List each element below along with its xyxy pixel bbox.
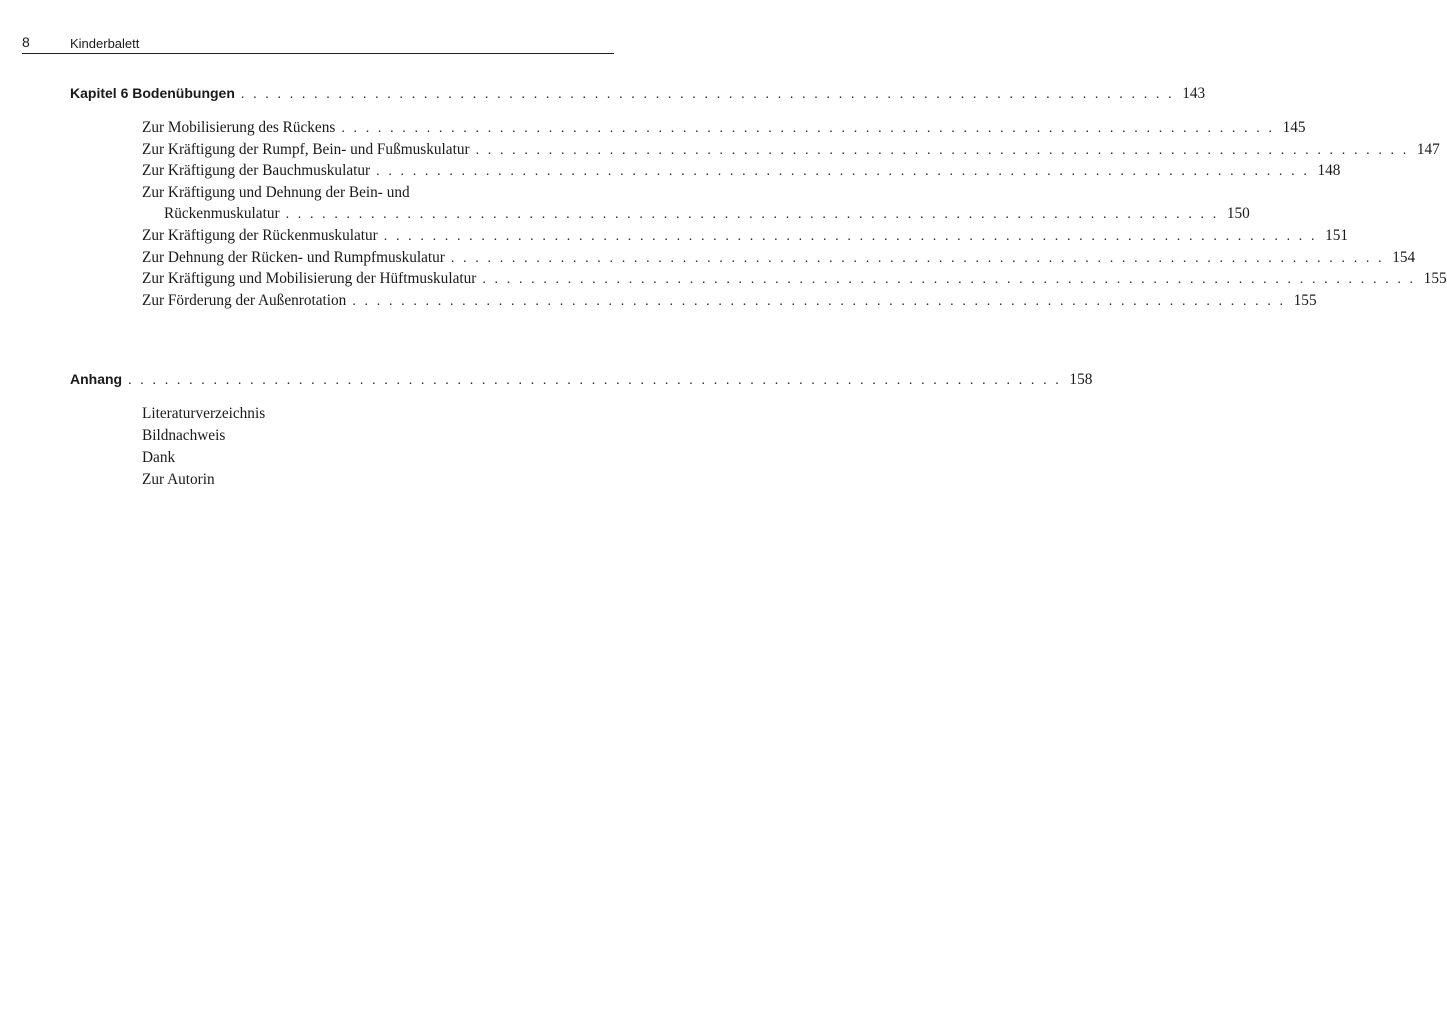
toc-entry-label: Bildnachweis	[142, 427, 226, 445]
toc-entry-page: 155	[1423, 270, 1447, 288]
toc-section-anhang	[70, 371, 1093, 490]
page-number: 8	[22, 34, 30, 50]
running-head	[22, 32, 614, 54]
toc-entry[interactable]	[142, 139, 1440, 161]
dot-leader: . . . . . . . . . . . . . . . . . . . . . . . . . . . . . . . . . . . . . . . . . . . . . . . . . . . . . . . . . . . . . . . . . . . . . . . . . . . . .	[383, 228, 1318, 244]
toc-entry-page: 155	[1293, 291, 1317, 309]
header-rule	[22, 53, 614, 54]
toc-entry[interactable]	[142, 117, 1306, 139]
toc-entry-label: Zur Mobilisierung des Rückens	[142, 119, 336, 136]
toc-entry-label: Zur Dehnung der Rücken- und Rumpfmuskulatur	[142, 248, 445, 266]
toc-entries	[70, 117, 1447, 311]
dot-leader: . . . . . . . . . . . . . . . . . . . . . . . . . . . . . . . . . . . . . . . . . . . . . . . . . . . . . . . . . . . . . . . . . . . . . . . . . . . . .	[128, 373, 1062, 389]
toc-entry[interactable]	[142, 225, 1349, 247]
toc-entry[interactable]	[142, 160, 1341, 182]
toc-entry-page: 154	[1392, 248, 1416, 266]
toc-chapter-heading[interactable]	[70, 85, 1206, 107]
toc-entry[interactable]	[142, 447, 570, 469]
toc-entry[interactable]	[142, 268, 1447, 290]
toc-entry[interactable]	[142, 403, 570, 425]
toc-entry-label: Zur Kräftigung und Mobilisierung der Hüftmuskulatur	[142, 270, 477, 288]
toc-entry-label: Zur Förderung der Außenrotation	[142, 291, 347, 309]
toc-entry-page: 147	[1416, 140, 1440, 158]
toc-entry-label: Dank	[142, 448, 176, 466]
toc-entry[interactable]	[142, 290, 1317, 312]
toc-entry-label: Zur Autorin	[142, 470, 215, 488]
toc-entry-label: Literaturverzeichnis	[142, 405, 266, 423]
toc-section-chapter-6	[70, 85, 1447, 311]
toc-entry-label: Zur Kräftigung der Rumpf, Bein- und Fußmuskulatur	[142, 140, 470, 158]
chapter-page: 143	[1182, 85, 1206, 102]
appendix-title: Anhang	[70, 371, 123, 388]
dot-leader: . . . . . . . . . . . . . . . . . . . . . . . . . . . . . . . . . . . . . . . . . . . . . . . . . . . . . . . . . . . . . . . . . . . . . . . . . . . . .	[450, 250, 1385, 266]
toc-entry-page: 151	[1325, 226, 1349, 244]
toc-entry-continuation[interactable]	[142, 203, 1250, 225]
toc-entry[interactable]	[142, 247, 1416, 269]
dot-leader: . . . . . . . . . . . . . . . . . . . . . . . . . . . . . . . . . . . . . . . . . . . . . . . . . . . . . . . . . . . . . . . . . . . . . . . . . . . . .	[376, 164, 1310, 180]
toc-entry-page: 148	[1317, 162, 1341, 180]
toc-entry-page: 145	[1282, 119, 1306, 136]
table-of-contents	[70, 85, 1447, 539]
toc-entry[interactable]	[142, 425, 570, 447]
dot-leader: . . . . . . . . . . . . . . . . . . . . . . . . . . . . . . . . . . . . . . . . . . . . . . . . . . . . . . . . . . . . . . . . . . . . . . . . . . . . .	[482, 272, 1416, 288]
toc-entry-label: Zur Kräftigung und Dehnung der Bein- und	[142, 183, 410, 201]
toc-entry[interactable]	[142, 469, 570, 491]
chapter-title: Kapitel 6 Bodenübungen	[70, 85, 235, 101]
dot-leader: . . . . . . . . . . . . . . . . . . . . . . . . . . . . . . . . . . . . . . . . . . . . . . . . . . . . . . . . . . . . . . . . . . . . . . . . . . . . .	[475, 142, 1409, 158]
appendix-page: 158	[1069, 371, 1093, 389]
toc-entry-label: Zur Kräftigung der Bauchmuskulatur	[142, 162, 371, 180]
toc-appendix-heading[interactable]	[70, 371, 1093, 393]
dot-leader: . . . . . . . . . . . . . . . . . . . . . . . . . . . . . . . . . . . . . . . . . . . . . . . . . . . . . . . . . . . . . . . . . . . . . . . . . . . . .	[285, 207, 1219, 223]
toc-entry-label: Zur Kräftigung der Rückenmuskulatur	[142, 226, 378, 244]
appendix-entries	[70, 403, 570, 490]
dot-leader: . . . . . . . . . . . . . . . . . . . . . . . . . . . . . . . . . . . . . . . . . . . . . . . . . . . . . . . . . . . . . . . . . . . . . . . . . . . . .	[240, 87, 1175, 102]
book-title: Kinderbalett	[70, 36, 140, 51]
toc-entry[interactable]	[142, 182, 570, 204]
dot-leader: . . . . . . . . . . . . . . . . . . . . . . . . . . . . . . . . . . . . . . . . . . . . . . . . . . . . . . . . . . . . . . . . . . . . . . . . . . . . .	[341, 121, 1275, 136]
toc-entry-page: 150	[1226, 205, 1250, 223]
toc-entry-label-continuation: Rückenmuskulatur	[164, 205, 280, 223]
dot-leader: . . . . . . . . . . . . . . . . . . . . . . . . . . . . . . . . . . . . . . . . . . . . . . . . . . . . . . . . . . . . . . . . . . . . . . . . . . . . .	[352, 293, 1286, 309]
